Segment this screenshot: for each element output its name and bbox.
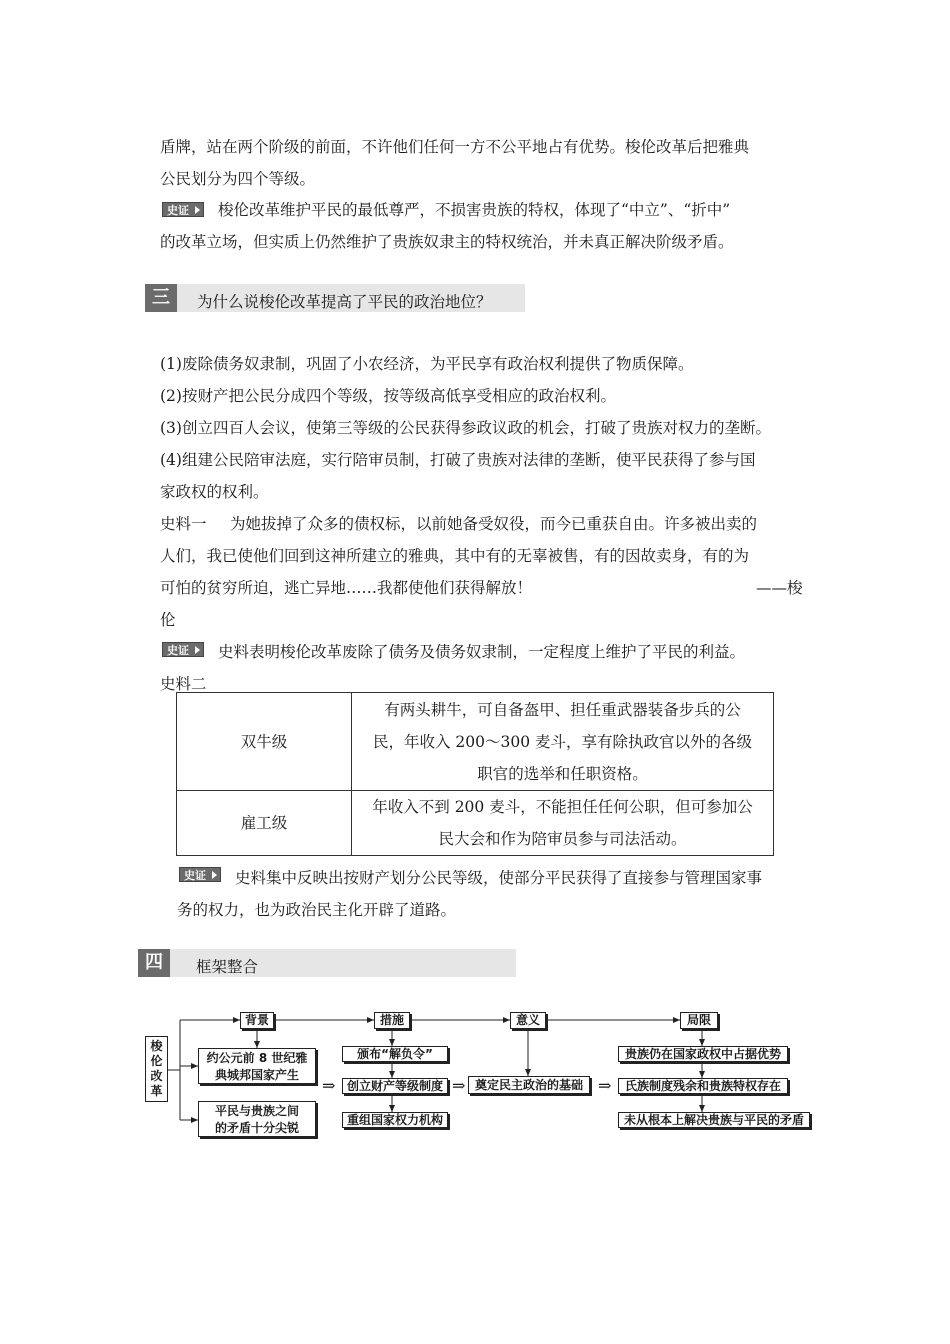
paragraph-line: 盾牌，站在两个阶级的前面，不许他们任何一方不公平地占有优势。梭伦改革后把雅典 [160, 138, 750, 156]
section-number: 三 [145, 284, 177, 312]
evidence-text: 梭伦改革维护平民的最低尊严，不损害贵族的特权，体现了“中立”、“折中” [218, 201, 731, 219]
list-item: 家政权的权利。 [160, 483, 269, 501]
evidence-badge: 史证 [162, 642, 204, 657]
framework-limit-item: 未从根本上解决贵族与平民的矛盾 [618, 1112, 810, 1128]
desc-line: 民，年收入 200～300 麦斗，享有除执政官以外的各级 [372, 732, 753, 751]
evidence-text: 务的权力，也为政治民主化开辟了道路。 [177, 901, 457, 919]
evidence-badge: 史证 [162, 202, 204, 217]
section-title: 框架整合 [196, 958, 259, 976]
framework-header-limits: 局限 [680, 1012, 718, 1029]
framework-root: 梭伦改革 [145, 1036, 168, 1102]
framework-measure-item: 创立财产等级制度 [342, 1078, 448, 1094]
framework-background-item: 平民与贵族之间 的矛盾十分尖锐 [198, 1101, 316, 1137]
implies-arrow: ⇒ [598, 1076, 612, 1095]
evidence-text: 史料集中反映出按财产划分公民等级，使部分平民获得了直接参与管理国家事 [235, 869, 763, 887]
evidence-badge: 史证 [179, 867, 221, 882]
list-item: (1)废除债务奴隶制，巩固了小农经济，为平民享有政治权利提供了物质保障。 [160, 355, 694, 373]
desc-line: 职官的选举和任职资格。 [477, 764, 648, 783]
source-label: 史料一 [160, 515, 207, 533]
framework-significance-item: 奠定民主政治的基础 [468, 1076, 590, 1094]
framework-header-significance: 意义 [510, 1012, 546, 1029]
source-text: 为她拔掉了众多的债权标，以前她备受奴役，而今已重获自由。许多被出卖的 [230, 515, 758, 533]
framework-background-item: 约公元前 8 世纪雅 典城邦国家产生 [198, 1048, 316, 1084]
framework-header-background: 背景 [240, 1012, 274, 1029]
framework-measure-item: 重组国家权力机构 [342, 1112, 448, 1128]
desc-line: 有两头耕牛，可自备盔甲、担任重武器装备步兵的公 [384, 700, 741, 719]
section-number: 四 [138, 949, 170, 977]
list-item: (4)组建公民陪审法庭，实行陪审员制，打破了贵族对法律的垄断，使平民获得了参与国 [160, 451, 756, 469]
list-item: (3)创立四百人会议，使第三等级的公民获得参政议政的机会，打破了贵族对权力的垄断。 [160, 419, 771, 437]
framework-measure-item: 颁布“解负令” [342, 1046, 448, 1062]
source-text: 可怕的贫穷所迫，逃亡异地……我都使他们获得解放！ [160, 579, 533, 597]
table-cell-name: 雇工级 [177, 791, 352, 856]
source-attribution: ——梭 [756, 579, 803, 597]
implies-arrow: ⇒ [322, 1076, 336, 1095]
section-title: 为什么说梭伦改革提高了平民的政治地位？ [197, 293, 492, 311]
framework-limit-item: 氏族制度残余和贵族特权存在 [618, 1078, 788, 1094]
evidence-text: 的改革立场，但实质上仍然维护了贵族奴隶主的特权统治，并未真正解决阶级矛盾。 [160, 233, 734, 251]
source-text: 人们，我已使他们回到这神所建立的雅典，其中有的无辜被售，有的因故卖身，有的为 [160, 547, 750, 565]
table-cell-name: 双牛级 [177, 693, 352, 791]
framework-limit-item: 贵族仍在国家政权中占据优势 [618, 1046, 788, 1062]
source-attribution: 伦 [160, 611, 176, 629]
desc-line: 民大会和作为陪审员参与司法活动。 [438, 830, 687, 848]
evidence-text: 史料表明梭伦改革废除了债务及债务奴隶制，一定程度上维护了平民的利益。 [218, 643, 746, 661]
source-label: 史料二 [160, 675, 207, 693]
implies-arrow: ⇒ [452, 1076, 466, 1095]
paragraph-line: 公民划分为四个等级。 [160, 170, 316, 188]
desc-line: 年收入不到 200 麦斗，不能担任任何公职，但可参加公 [372, 798, 753, 816]
list-item: (2)按财产把公民分成四个等级，按等级高低享受相应的政治权利。 [160, 387, 616, 405]
framework-header-measures: 措施 [374, 1012, 410, 1029]
